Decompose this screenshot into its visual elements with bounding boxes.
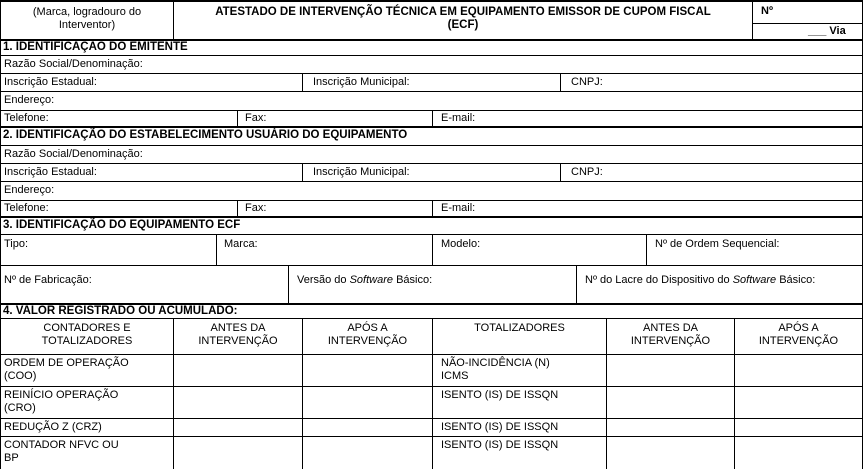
s2-email-label: E-mail: [441,202,476,214]
rule [0,126,863,128]
rule [560,73,561,91]
document-title-line1: ATESTADO DE INTERVENÇÃO TÉCNICA EM EQUIPAMENTO EMISSOR DE CUPOM FISCAL [215,6,711,18]
via-label: ___ Via [808,25,846,37]
section-1-title: 1. IDENTIFICAÇÃO DO EMITENTE [3,41,188,53]
col-header-apos: INTERVENÇÃO [327,335,408,347]
table-row-label: (CRO) [4,402,36,414]
rule [752,23,863,24]
rule [0,55,863,56]
table-row-label: (COO) [4,370,37,382]
rule [0,265,863,266]
interventor-label-line2: Interventor) [58,19,116,31]
section-3-title: 3. IDENTIFICAÇÃO DO EQUIPAMENTO ECF [3,219,241,231]
col-header-apos-2: INTERVENÇÃO [758,335,839,347]
s2-inscricao-estadual-label: Inscrição Estadual: [4,166,97,178]
table-row-totalizador: ISENTO (IS) DE ISSQN [441,439,559,451]
s1-razao-social-label: Razão Social/Denominação: [4,58,143,70]
s2-inscricao-municipal-label: Inscrição Municipal: [313,166,410,178]
rule [302,163,303,181]
s2-cnpj-label: CNPJ: [571,166,603,178]
rule [237,110,238,126]
rule [432,200,433,216]
table-row-totalizador: NÃO-INCIDÊNCIA (N) [441,357,550,369]
s1-cnpj-label: CNPJ: [571,76,603,88]
s3-modelo-label: Modelo: [441,238,481,250]
s3-versao-software-label: Versão do Software Básico: [297,274,433,286]
s3-tipo-label: Tipo: [4,238,29,250]
rule [752,0,753,40]
rule [0,181,863,182]
table-row-totalizador: ICMS [441,370,469,382]
rule [288,265,289,303]
s2-endereco-label: Endereço: [4,184,55,196]
col-header-apos: APÓS A [347,322,388,334]
document-title-line2: (ECF) [447,19,479,31]
s1-email-label: E-mail: [441,112,476,124]
s1-telefone-label: Telefone: [4,112,49,124]
rule [0,145,863,146]
rule [0,216,863,218]
rule [432,110,433,126]
rule [560,163,561,181]
rule [0,163,863,164]
table-row-totalizador: ISENTO (IS) DE ISSQN [441,389,559,401]
s1-fax-label: Fax: [245,112,267,124]
col-header-apos-2: APÓS A [778,322,819,334]
s3-marca-label: Marca: [224,238,258,250]
rule [576,265,577,303]
table-row-label: ORDEM DE OPERAÇÃO [4,357,129,369]
col-header-contadores: CONTADORES E [43,322,131,334]
table-row-totalizador: ISENTO (IS) DE ISSQN [441,421,559,433]
s1-inscricao-estadual-label: Inscrição Estadual: [4,76,97,88]
rule [0,73,863,74]
table-row-label: BP [4,452,19,464]
s1-endereco-label: Endereço: [4,94,55,106]
number-label: Nº [761,5,773,17]
s3-lacre-label: Nº do Lacre do Dispositivo do Software Básico: [585,274,816,286]
rule [237,200,238,216]
s2-fax-label: Fax: [245,202,267,214]
rule [432,318,433,469]
col-header-antes: ANTES DA [210,322,266,334]
col-header-antes: INTERVENÇÃO [198,335,278,347]
s3-ordem-sequencial-label: Nº de Ordem Sequencial: [655,238,780,250]
rule [646,234,647,265]
table-row-label: CONTADOR NFVC OU [4,439,119,451]
rule [302,73,303,91]
col-header-antes-2: ANTES DA [642,322,698,334]
table-row-label: REINÍCIO OPERAÇÃO [4,389,119,401]
col-header-contadores: TOTALIZADORES [41,335,133,347]
col-header-antes-2: INTERVENÇÃO [630,335,711,347]
s1-inscricao-municipal-label: Inscrição Municipal: [313,76,410,88]
rule [216,234,217,265]
section-2-title: 2. IDENTIFICAÇÃO DO ESTABELECIMENTO USUÁRIO DO EQUIPAMENTO [3,129,408,141]
s2-telefone-label: Telefone: [4,202,49,214]
col-header-totalizadores: TOTALIZADORES [474,322,565,334]
s2-razao-social-label: Razão Social/Denominação: [4,148,143,160]
rule [432,234,433,265]
rule [0,0,863,2]
section-4-title: 4. VALOR REGISTRADO OU ACUMULADO: [3,305,238,317]
interventor-label-line1: (Marca, logradouro do [32,6,142,18]
rule [0,0,1,469]
rule [0,91,863,92]
s3-fabricacao-label: Nº de Fabricação: [4,274,92,286]
table-row-label: REDUÇÃO Z (CRZ) [4,421,102,433]
